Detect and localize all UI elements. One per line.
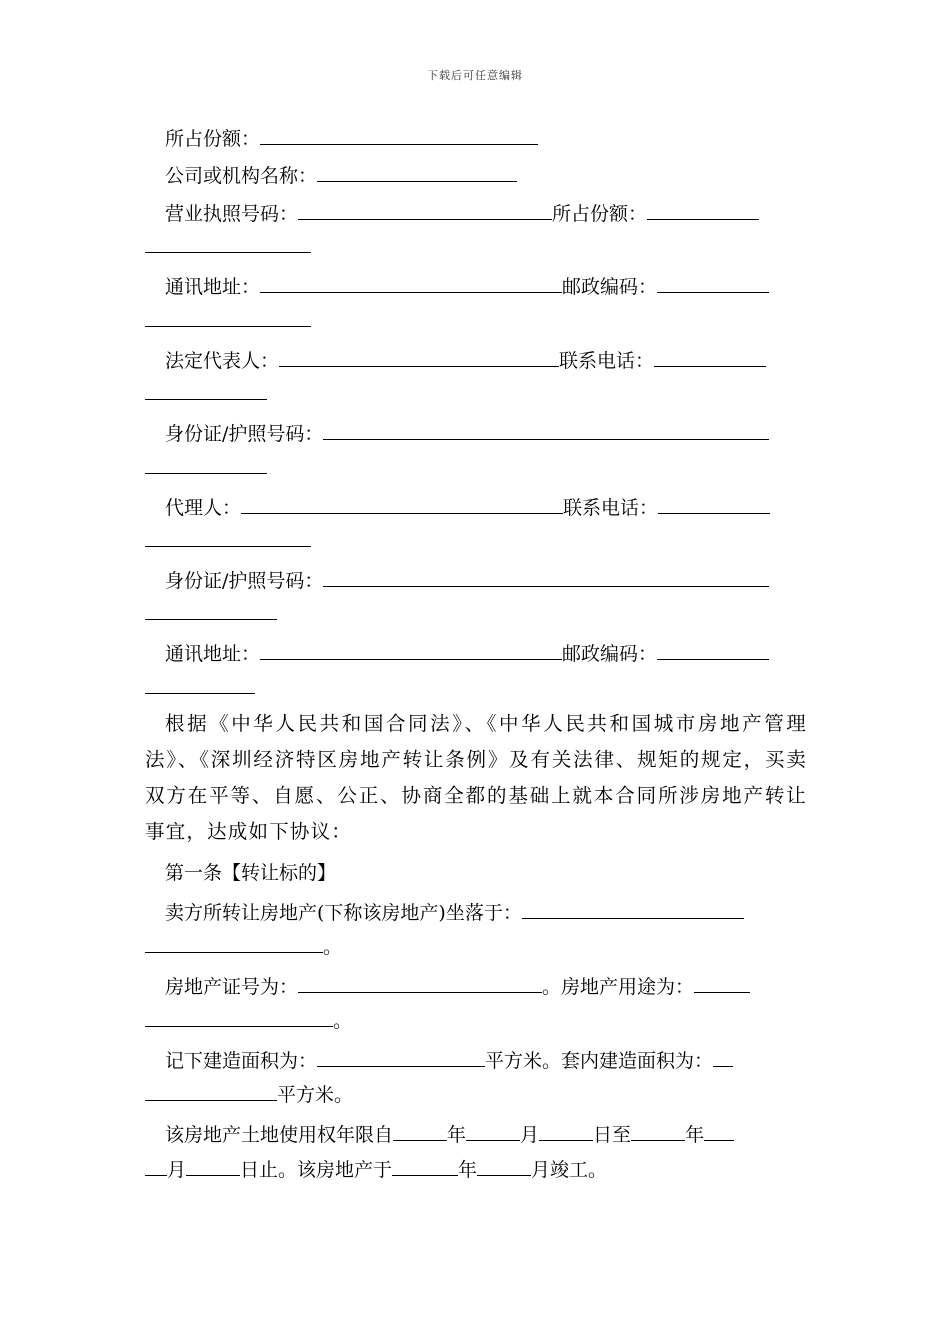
id-label-2: 身份证/护照号码： [165,570,324,592]
id-row-1-cont [145,453,267,479]
area-row-cont [145,1080,353,1106]
agent-row [165,493,770,519]
phone-label: 联系电话： [559,350,655,372]
phone-blank-2-cont[interactable] [145,526,311,547]
use-period: 。 [333,1010,353,1032]
area-row [165,1046,733,1072]
start-month-blank[interactable] [466,1120,520,1141]
address-row-2-cont [145,673,255,699]
land-period-row [165,1120,734,1146]
id-blank-cont[interactable] [145,453,267,474]
share-label: 所占份额： [165,128,261,150]
inner-area-label: 平方米。套内建造面积为： [485,1050,714,1072]
land-period-row-cont [145,1155,607,1181]
cert-row [165,972,750,998]
share-row-1 [165,124,538,150]
zip-label: 邮政编码： [562,276,658,298]
license-row-cont [145,232,311,258]
address-row-1 [165,272,769,298]
end-month-blank-cont[interactable] [145,1155,167,1176]
zip-blank[interactable] [657,272,769,293]
address-label-2: 通讯地址： [165,643,261,665]
inner-area-blank-cont[interactable] [145,1080,277,1101]
id-blank-2[interactable] [323,566,769,587]
agent-label: 代理人： [165,497,242,519]
location-label: 卖方所转让房地产(下称该房地产)坐落于： [165,902,522,924]
address-row-2 [165,639,769,665]
address-blank[interactable] [260,272,562,293]
end-day-blank[interactable] [186,1155,240,1176]
id-blank-2-cont[interactable] [145,599,277,620]
phone-blank[interactable] [654,346,766,367]
day-to-label: 日至 [593,1124,632,1146]
zip-label-2: 邮政编码： [562,643,658,665]
location-row [165,898,744,924]
license-label: 营业执照号码： [165,203,299,225]
end-year-blank[interactable] [631,1120,685,1141]
article-1-heading: 第一条【转让标的】 [165,862,337,884]
page-header-note: 下载后可任意编辑 [427,69,523,82]
year-label-3: 年 [458,1159,478,1181]
completion-month-blank[interactable] [477,1155,531,1176]
phone-blank-2[interactable] [658,493,770,514]
share-label-2: 所占份额： [552,203,648,225]
zip-blank-cont[interactable] [145,306,311,327]
agent-row-cont [145,526,311,552]
use-label: 。房地产用途为： [542,976,695,998]
cert-row-cont [145,1006,352,1032]
share-blank-2[interactable] [647,199,759,220]
completion-label: 日止。该房地产于 [240,1159,393,1181]
company-row [165,161,517,187]
license-row [165,199,759,225]
legal-rep-row [165,346,766,372]
company-label: 公司或机构名称： [165,165,318,187]
end-month-blank[interactable] [704,1120,734,1141]
month-label: 月 [520,1124,540,1146]
legal-rep-label: 法定代表人： [165,350,280,372]
inner-area-unit: 平方米。 [277,1084,354,1106]
cert-blank[interactable] [298,972,542,993]
location-period: 。 [323,936,343,958]
share-blank-2-cont[interactable] [145,232,311,253]
location-row-cont [145,932,342,958]
address-label: 通讯地址： [165,276,261,298]
area-label: 记下建造面积为： [165,1050,318,1072]
legal-rep-blank[interactable] [279,346,559,367]
share-blank[interactable] [260,124,538,145]
year-label-2: 年 [685,1124,705,1146]
area-blank[interactable] [317,1046,485,1067]
zip-blank-2-cont[interactable] [145,673,255,694]
start-year-blank[interactable] [393,1120,447,1141]
license-blank[interactable] [298,199,552,220]
address-row-1-cont [145,306,311,332]
phone-blank-cont[interactable] [145,379,267,400]
phone-label-2: 联系电话： [563,497,659,519]
use-blank-cont[interactable] [145,1006,333,1027]
location-blank-cont[interactable] [145,932,323,953]
id-row-2-cont [145,599,277,625]
cert-label: 房地产证号为： [165,976,299,998]
address-blank-2[interactable] [260,639,562,660]
id-row-2 [165,566,769,592]
completion-year-blank[interactable] [392,1155,458,1176]
intro-paragraph: 根据《中华人民共和国合同法》、《中华人民共和国城市房地产管理法》、《深圳经济特区房地产转让条例》及有关法律、规矩的规定，买卖双方在平等、自愿、公正、协商全都的基础上就本合同所涉房地产转让事宜，达成如下协议： [145,712,807,843]
id-blank[interactable] [323,419,769,440]
company-blank[interactable] [317,161,517,182]
month-label-2: 月 [167,1159,187,1181]
inner-area-blank[interactable] [713,1046,733,1067]
completed-label: 月竣工。 [531,1159,608,1181]
use-blank[interactable] [694,972,750,993]
location-blank[interactable] [522,898,744,919]
id-label: 身份证/护照号码： [165,423,324,445]
agent-blank[interactable] [241,493,563,514]
year-label: 年 [447,1124,467,1146]
start-day-blank[interactable] [539,1120,593,1141]
legal-rep-row-cont [145,379,267,405]
zip-blank-2[interactable] [657,639,769,660]
id-row-1 [165,419,769,445]
land-period-label: 该房地产土地使用权年限自 [165,1124,394,1146]
